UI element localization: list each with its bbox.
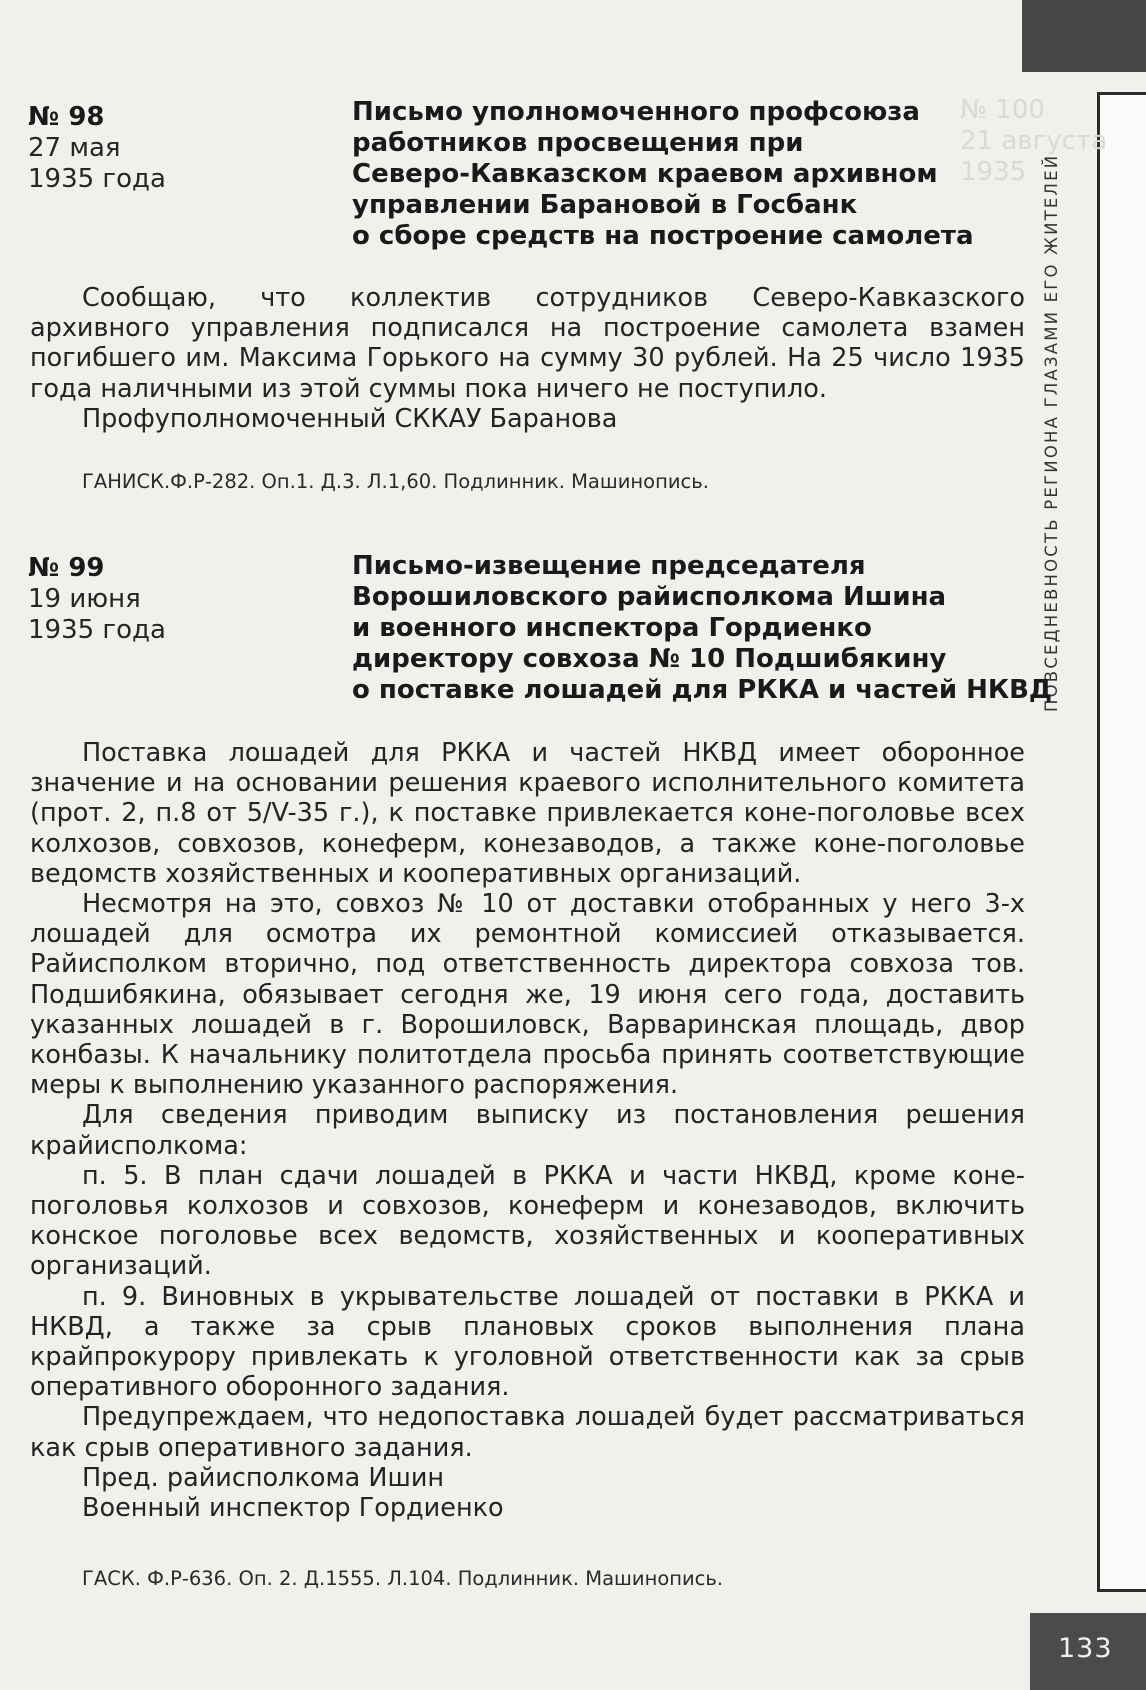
signature-line: Пред. райисполкома Ишин (82, 1462, 445, 1493)
signature-line: Военный инспектор Гордиенко (82, 1493, 504, 1524)
doc-title (352, 97, 1032, 252)
body-paragraph: Предупреждаем, что недопоставка лошадей будет рассматриваться как срыв оперативного задания. (30, 1402, 1025, 1463)
top-corner-tab (1022, 0, 1146, 72)
doc-title-line: работников просвещения при (352, 128, 804, 158)
doc-title-line: Письмо-извещение председателя (352, 551, 866, 581)
doc-title-line: директору совхоза № 10 Подшибякину (352, 644, 947, 674)
doc-body (30, 738, 1025, 1523)
doc-number: № 99 (28, 553, 105, 583)
body-paragraph: Для сведения приводим выписку из постановления решения крайисполкома: (30, 1100, 1025, 1161)
page-number-box (1030, 1613, 1146, 1690)
archive-source: ГАСК. Ф.Р-636. Оп. 2. Д.1555. Л.104. Подлинник. Машинопись. (82, 1567, 724, 1590)
doc-date-day: 27 мая (28, 133, 121, 163)
bleed-through-text: 1935 (960, 157, 1027, 187)
doc-title-line: о сборе средств на построение самолета (352, 221, 974, 251)
bleed-through-text: № 100 (960, 95, 1045, 125)
doc-title-line: Северо-Кавказском краевом архивном (352, 159, 938, 189)
body-paragraph: Сообщаю, что коллектив сотрудников Северо-Кавказского архивного управления подписался на построение самолета взамен погибшего им. Максима Горького на сумму 30 рублей. На 25 число 1935 года наличными из этой суммы пока ничего не поступило. (30, 283, 1025, 404)
doc-title-line: управлении Барановой в Госбанк (352, 190, 858, 220)
doc-title-line: о поставке лошадей для РККА и частей НКВД (352, 675, 1053, 705)
doc-date (28, 584, 166, 646)
doc-title-line: Письмо уполномоченного профсоюза (352, 97, 920, 127)
body-paragraph: п. 9. Виновных в укрывательстве лошадей от поставки в РККА и НКВД, а также за срыв плановых сроков выполнения плана крайпрокурору привлекать к уголовной ответственности как за срыв оперативного оборонного задания. (30, 1281, 1025, 1403)
doc-title (352, 551, 1053, 706)
body-paragraph: Поставка лошадей для РККА и частей НКВД имеет оборонное значение и на основании решения краевого исполнительного комитета (прот. 2, п.8 от 5/V-35 г.), к поставке привлекается коне-поголовье всех колхозов, совхозов, конеферм, конезаводов, а также коне-поголовье ведомств хозяйственных и кооперативных организаций. (30, 738, 1025, 889)
doc-body (30, 283, 1025, 434)
body-paragraph: п. 5. В план сдачи лошадей в РККА и части НКВД, кроме коне-поголовья колхозов и совхозов, конеферм и конезаводов, включить конское поголовье всех ведомств, хозяйственных и кооперативных организаций. (30, 1160, 1025, 1282)
running-head-text: ПОВСЕДНЕВНОСТЬ РЕГИОНА ГЛАЗАМИ ЕГО ЖИТЕЛЕЙ (1042, 153, 1061, 712)
archive-source: ГАНИСК.Ф.Р-282. Оп.1. Д.3. Л.1,60. Подлинник. Машинопись. (82, 470, 709, 493)
doc-date-day: 19 июня (28, 584, 141, 614)
doc-title-line: Ворошиловского райисполкома Ишина (352, 582, 947, 612)
doc-date-year: 1935 года (28, 615, 166, 645)
doc-date-year: 1935 года (28, 164, 166, 194)
doc-number: № 98 (28, 102, 105, 132)
running-head-vertical (1042, 153, 1082, 752)
side-margin-box (1097, 92, 1146, 1592)
bleed-through-text: 21 августа (960, 126, 1108, 156)
page-number: 133 (1058, 1633, 1113, 1664)
doc-date (28, 133, 166, 195)
body-paragraph: Несмотря на это, совхоз № 10 от доставки отобранных у него 3-х лошадей для осмотра их ремонтной комиссией отказывается. Райисполком вторично, под ответственность директора совхоза тов. Подшибякина, обязывает сегодня же, 19 июня сего года, доставить указанных лошадей в г. Ворошиловск, Варваринская площадь, двор конбазы. К начальнику политотдела просьба принять соответствующие меры к выполнению указанного распоряжения. (30, 889, 1025, 1101)
doc-title-line: и военного инспектора Гордиенко (352, 613, 872, 643)
signature-line: Профуполномоченный СККАУ Баранова (82, 403, 618, 434)
